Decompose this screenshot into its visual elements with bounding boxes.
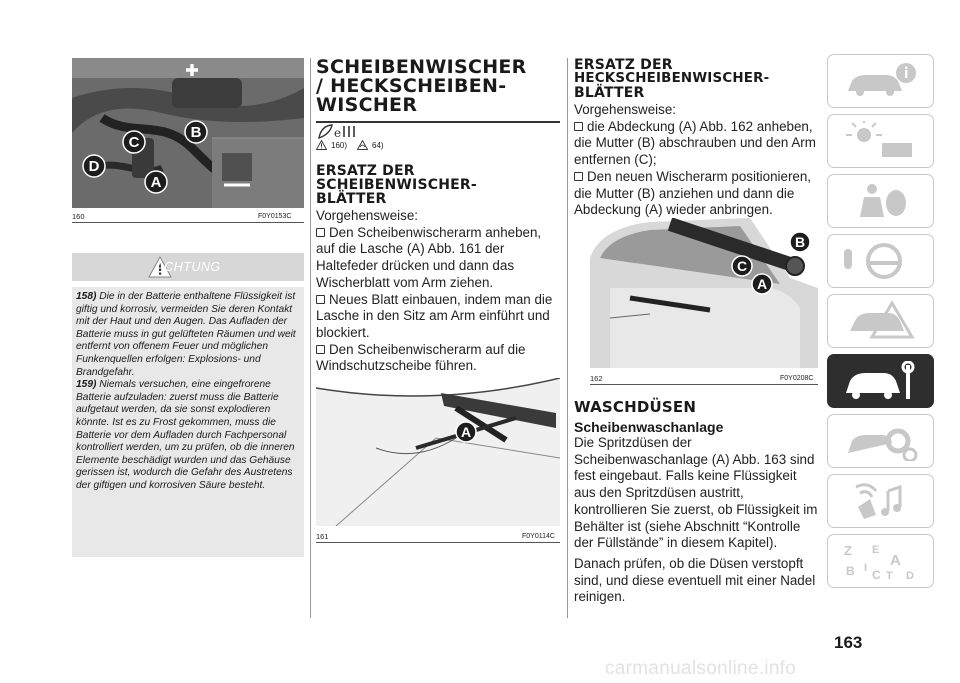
section-title-line: BLÄTTER: [316, 191, 387, 207]
tab-multimedia[interactable]: [827, 474, 934, 528]
section-title-line: HECKSCHEIBENWISCHER-: [574, 71, 770, 86]
checkbox-bullet-icon: [574, 172, 583, 181]
step-text: Den neuen Wischerarm positionieren, die Mutter (B) anziehen und dann die Abdeckung (A) wieder anbringen.: [574, 168, 812, 218]
washer-paragraph: Die Spritzdüsen der Scheibenwaschanlage (A) Abb. 163 sind fest eingebaut. Falls keine Flüssigkeit aus den Spritzdüsen austritt, kontrollieren Sie zuerst, ob Flüssigkeit im Behälter ist (siehe Abschnitt “Kontrolle der Füllstände” in diesem Kapitel).: [574, 435, 818, 551]
figure-161-wiper-blade: [316, 378, 560, 526]
procedure-intro: Vorgehensweise:: [574, 102, 676, 117]
figure-160-battery: [72, 58, 304, 208]
figure-162-code: F0Y0208C: [780, 375, 814, 382]
ref-64: 64): [372, 140, 384, 150]
svg-text:I: I: [864, 562, 868, 574]
step-text: Neues Blatt einbauen, indem man die Lasche in den Sitz am Arm einführt und blockiert.: [316, 291, 553, 340]
environment-info-icon: [316, 120, 372, 142]
figure-160-number: 160: [72, 212, 85, 221]
washer-title: WASCHDÜSEN: [574, 398, 697, 416]
tab-index[interactable]: [827, 534, 934, 588]
checkbox-bullet-icon: [316, 345, 325, 354]
warning-item-159: [72, 379, 304, 492]
figure-162-rear-wiper: [590, 218, 818, 368]
step-text: Den Scheibenwischerarm auf die Windschutzscheibe führen.: [316, 341, 526, 374]
dashboard-lights-icon: [842, 121, 920, 161]
watermark: carmanualsonline.info: [605, 658, 797, 679]
page-title-line: WISCHER: [316, 94, 418, 116]
caption-rule: [316, 542, 560, 543]
page-number: 163: [834, 633, 863, 652]
svg-text:C: C: [872, 568, 881, 581]
caption-rule: [590, 384, 818, 385]
tab-emergency[interactable]: [827, 294, 934, 348]
tab-dashboard[interactable]: [827, 114, 934, 168]
section-title-line: ERSATZ DER: [574, 57, 673, 73]
step-text: die Abdeckung (A) Abb. 162 anheben, die Mutter (B) abschrauben und den Arm entfernen (C);: [574, 118, 816, 168]
steering-key-icon: [842, 241, 920, 281]
tab-starting-driving[interactable]: [827, 234, 934, 288]
callout-a: A: [150, 174, 162, 191]
section-title-line: BLÄTTER: [574, 85, 645, 101]
procedure-step: [316, 292, 560, 342]
callout-c: C: [736, 258, 748, 274]
callout-b: B: [794, 234, 806, 250]
procedure-step: [574, 119, 818, 169]
warning-title: ACHTUNG: [155, 260, 221, 274]
svg-text:B: B: [846, 564, 855, 578]
warning-header: [72, 253, 304, 281]
warning-ref: 159): [76, 379, 97, 391]
checkbox-bullet-icon: [316, 228, 325, 237]
checkbox-bullet-icon: [316, 295, 325, 304]
figure-162-number: 162: [590, 374, 603, 383]
warning-text: Die in der Batterie enthaltene Flüssigkeit ist giftig und korrosiv, vermeiden Sie deren Kontakt mit der Haut und den Augen. Das Aufladen der Batterie muss in gut gelüfteten Räumen und weit entfernt von offenem Feuer und möglichen Funkenquellen erfolgen: Explosions- und Brandgefahr.: [76, 291, 296, 378]
section-title-line: ERSATZ DER: [316, 163, 415, 179]
warning-item-158: [72, 287, 304, 379]
callout-c: C: [128, 134, 140, 151]
page-title-line: / HECKSCHEIBEN-: [316, 75, 507, 97]
tab-safety[interactable]: [827, 174, 934, 228]
svg-text:E: E: [872, 544, 880, 556]
svg-text:Z: Z: [844, 543, 852, 558]
warning-text: Niemals versuchen, eine eingefrorene Batterie aufzuladen: zuerst muss die Batterie aufgetaut werden, da sie sonst explodieren könnte. Ist es zu Frost gekommen, muss die Batterie vor dem Aufladen durch Fachpersonal kontrolliert werden, um zu prüfen, ob die inneren Elemente beschädigt wurden und das Gehäuse gerissen ist, wodurch die Gefahr des Austretens der giftigen und korrosiven Säure besteht.: [76, 379, 295, 491]
ref-160: 160): [331, 140, 348, 150]
figure-161-number: 161: [316, 532, 329, 541]
procedure-step: [574, 169, 818, 219]
figure-161-code: F0Y0114C: [522, 533, 555, 540]
section-title-line: SCHEIBENWISCHER-: [316, 177, 477, 193]
step-text: Den Scheibenwischerarm anheben, auf die Lasche (A) Abb. 161 der Haltefeder drücken und dann das Wischerblatt vom Arm ziehen.: [316, 224, 542, 290]
svg-text:T: T: [886, 570, 893, 581]
svg-text:A: A: [890, 552, 901, 569]
warning-ref: 158): [76, 291, 97, 302]
column-divider: [310, 58, 311, 618]
callout-d: D: [88, 158, 100, 175]
tab-maintenance[interactable]: [827, 354, 934, 408]
index-az-icon: [842, 541, 920, 581]
callout-a: A: [756, 276, 768, 292]
checkbox-bullet-icon: [574, 122, 583, 131]
tab-technical-data[interactable]: [827, 414, 934, 468]
multimedia-icon: [842, 481, 920, 521]
svg-text:D: D: [906, 570, 914, 581]
caption-rule: [72, 222, 304, 223]
airbag-safety-icon: [842, 181, 920, 221]
references-row: [316, 140, 384, 150]
technical-data-gears-icon: [842, 421, 920, 461]
figure-160-code: F0Y0153C: [258, 213, 292, 220]
caution-ref-icon: [357, 140, 368, 150]
callout-a: A: [460, 424, 472, 440]
washer-paragraph: Danach prüfen, ob die Düsen verstopft sind, und diese eventuell mit einer Nadel reinigen.: [574, 555, 816, 605]
tab-knowing-car[interactable]: [827, 54, 934, 108]
callout-b: B: [190, 124, 202, 141]
svg-text:e: e: [334, 126, 342, 140]
page-title-line: SCHEIBENWISCHER: [316, 56, 527, 78]
warning-body: [72, 287, 304, 557]
warning-ref-icon: [316, 140, 327, 150]
car-info-icon: [842, 61, 920, 101]
car-wrench-icon: [842, 361, 920, 401]
procedure-step: [316, 225, 560, 292]
washer-subtitle: Scheibenwaschanlage: [574, 419, 724, 435]
chapter-tabs: [827, 54, 934, 594]
procedure-step: [316, 342, 560, 375]
procedure-intro: Vorgehensweise:: [316, 208, 418, 223]
column-divider: [567, 58, 568, 618]
warning-triangle-car-icon: [842, 301, 920, 341]
